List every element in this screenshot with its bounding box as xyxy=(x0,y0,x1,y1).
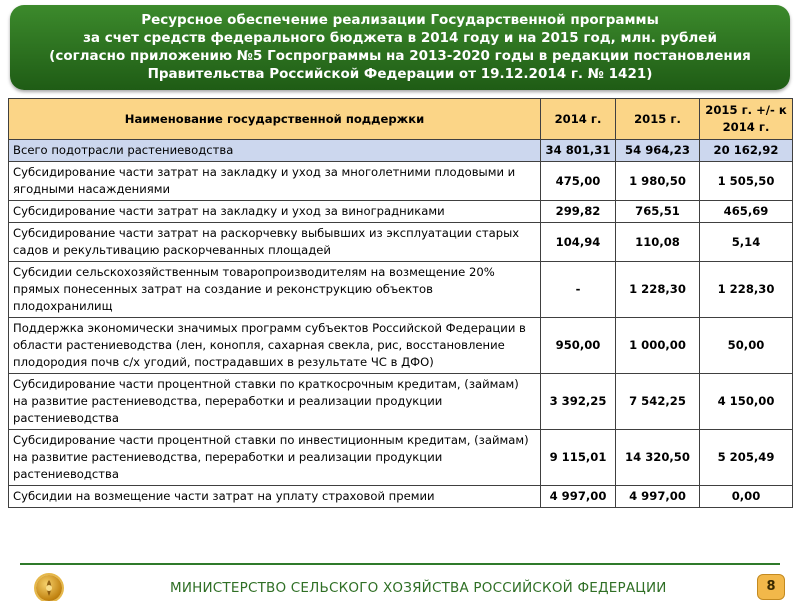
row-2015-value: 14 320,50 xyxy=(616,430,700,486)
ministry-name: МИНИСТЕРСТВО СЕЛЬСКОГО ХОЗЯЙСТВА РОССИЙСКОЙ ФЕДЕРАЦИИ xyxy=(170,580,667,596)
row-diff-value: 0,00 xyxy=(700,486,793,508)
row-2014-value: 3 392,25 xyxy=(541,374,616,430)
title-line-3: (согласно приложению №5 Госпрограммы на 2013-2020 годы в редакции постановления xyxy=(49,48,751,64)
column-header-diff: 2015 г. +/- к 2014 г. xyxy=(700,99,793,140)
row-name: Субсидирование части затрат на закладку и уход за многолетними плодовыми и ягодными насаждениями xyxy=(9,162,541,201)
row-2014-value: 950,00 xyxy=(541,318,616,374)
column-header-2015: 2015 г. xyxy=(616,99,700,140)
table-row xyxy=(9,201,793,223)
row-diff-value: 465,69 xyxy=(700,201,793,223)
row-2015-value: 1 000,00 xyxy=(616,318,700,374)
table-header-row xyxy=(9,99,793,140)
row-name: Субсидирование части процентной ставки по инвестиционным кредитам, (займам) на развитие растениеводства, переработки и реализации продукции растениеводства xyxy=(9,430,541,486)
ministry-emblem-icon xyxy=(36,575,62,601)
table-row xyxy=(9,162,793,201)
row-name: Субсидирование части затрат на раскорчевку выбывших из эксплуатации старых садов и рекультивацию раскорчеванных площадей xyxy=(9,223,541,262)
page-number-badge: 8 xyxy=(757,574,785,600)
row-name: Субсидирование части затрат на закладку и уход за виноградниками xyxy=(9,201,541,223)
title-line-4: Правительства Российской Федерации от 19.12.2014 г. № 1421) xyxy=(147,66,653,82)
row-name: Субсидии сельскохозяйственным товаропроизводителям на возмещение 20% прямых понесенных затрат на создание и реконструкцию объектов плодохранилищ xyxy=(9,262,541,318)
row-name: Субсидии на возмещение части затрат на уплату страховой премии xyxy=(9,486,541,508)
table-row xyxy=(9,486,793,508)
row-2014-value: 4 997,00 xyxy=(541,486,616,508)
row-2014-value: 34 801,31 xyxy=(541,140,616,162)
row-diff-value: 50,00 xyxy=(700,318,793,374)
table-row-total xyxy=(9,140,793,162)
title-line-2: за счет средств федерального бюджета в 2014 году и на 2015 год, млн. рублей xyxy=(83,30,717,46)
row-diff-value: 1 228,30 xyxy=(700,262,793,318)
table-row xyxy=(9,262,793,318)
row-diff-value: 20 162,92 xyxy=(700,140,793,162)
title-banner xyxy=(10,5,790,90)
row-diff-value: 5,14 xyxy=(700,223,793,262)
row-name: Субсидирование части процентной ставки по краткосрочным кредитам, (займам) на развитие растениеводства, переработки и реализации продукции растениеводства xyxy=(9,374,541,430)
row-2014-value: 299,82 xyxy=(541,201,616,223)
row-2014-value: 9 115,01 xyxy=(541,430,616,486)
slide-title xyxy=(10,11,790,83)
table-row xyxy=(9,374,793,430)
row-name: Поддержка экономически значимых программ субъектов Российской Федерации в области растениеводства (лен, конопля, сахарная свекла, рис, восстановление плодородия почв с/х угодий, пострадавших в результате ЧС в ДФО) xyxy=(9,318,541,374)
row-2014-value: 475,00 xyxy=(541,162,616,201)
column-header-name: Наименование государственной поддержки xyxy=(9,99,541,140)
row-diff-value: 4 150,00 xyxy=(700,374,793,430)
row-diff-value: 1 505,50 xyxy=(700,162,793,201)
table-row xyxy=(9,223,793,262)
title-line-1: Ресурсное обеспечение реализации Государственной программы xyxy=(141,12,659,28)
row-2015-value: 1 228,30 xyxy=(616,262,700,318)
budget-table xyxy=(8,98,793,508)
row-name: Всего подотрасли растениеводства xyxy=(9,140,541,162)
row-2014-value: - xyxy=(541,262,616,318)
row-2015-value: 7 542,25 xyxy=(616,374,700,430)
emblem-glyph-icon xyxy=(36,575,62,601)
row-2015-value: 1 980,50 xyxy=(616,162,700,201)
row-diff-value: 5 205,49 xyxy=(700,430,793,486)
table-row xyxy=(9,430,793,486)
row-2015-value: 110,08 xyxy=(616,223,700,262)
footer-divider xyxy=(20,563,780,565)
column-header-2014: 2014 г. xyxy=(541,99,616,140)
row-2014-value: 104,94 xyxy=(541,223,616,262)
row-2015-value: 54 964,23 xyxy=(616,140,700,162)
row-2015-value: 765,51 xyxy=(616,201,700,223)
row-2015-value: 4 997,00 xyxy=(616,486,700,508)
table-row xyxy=(9,318,793,374)
